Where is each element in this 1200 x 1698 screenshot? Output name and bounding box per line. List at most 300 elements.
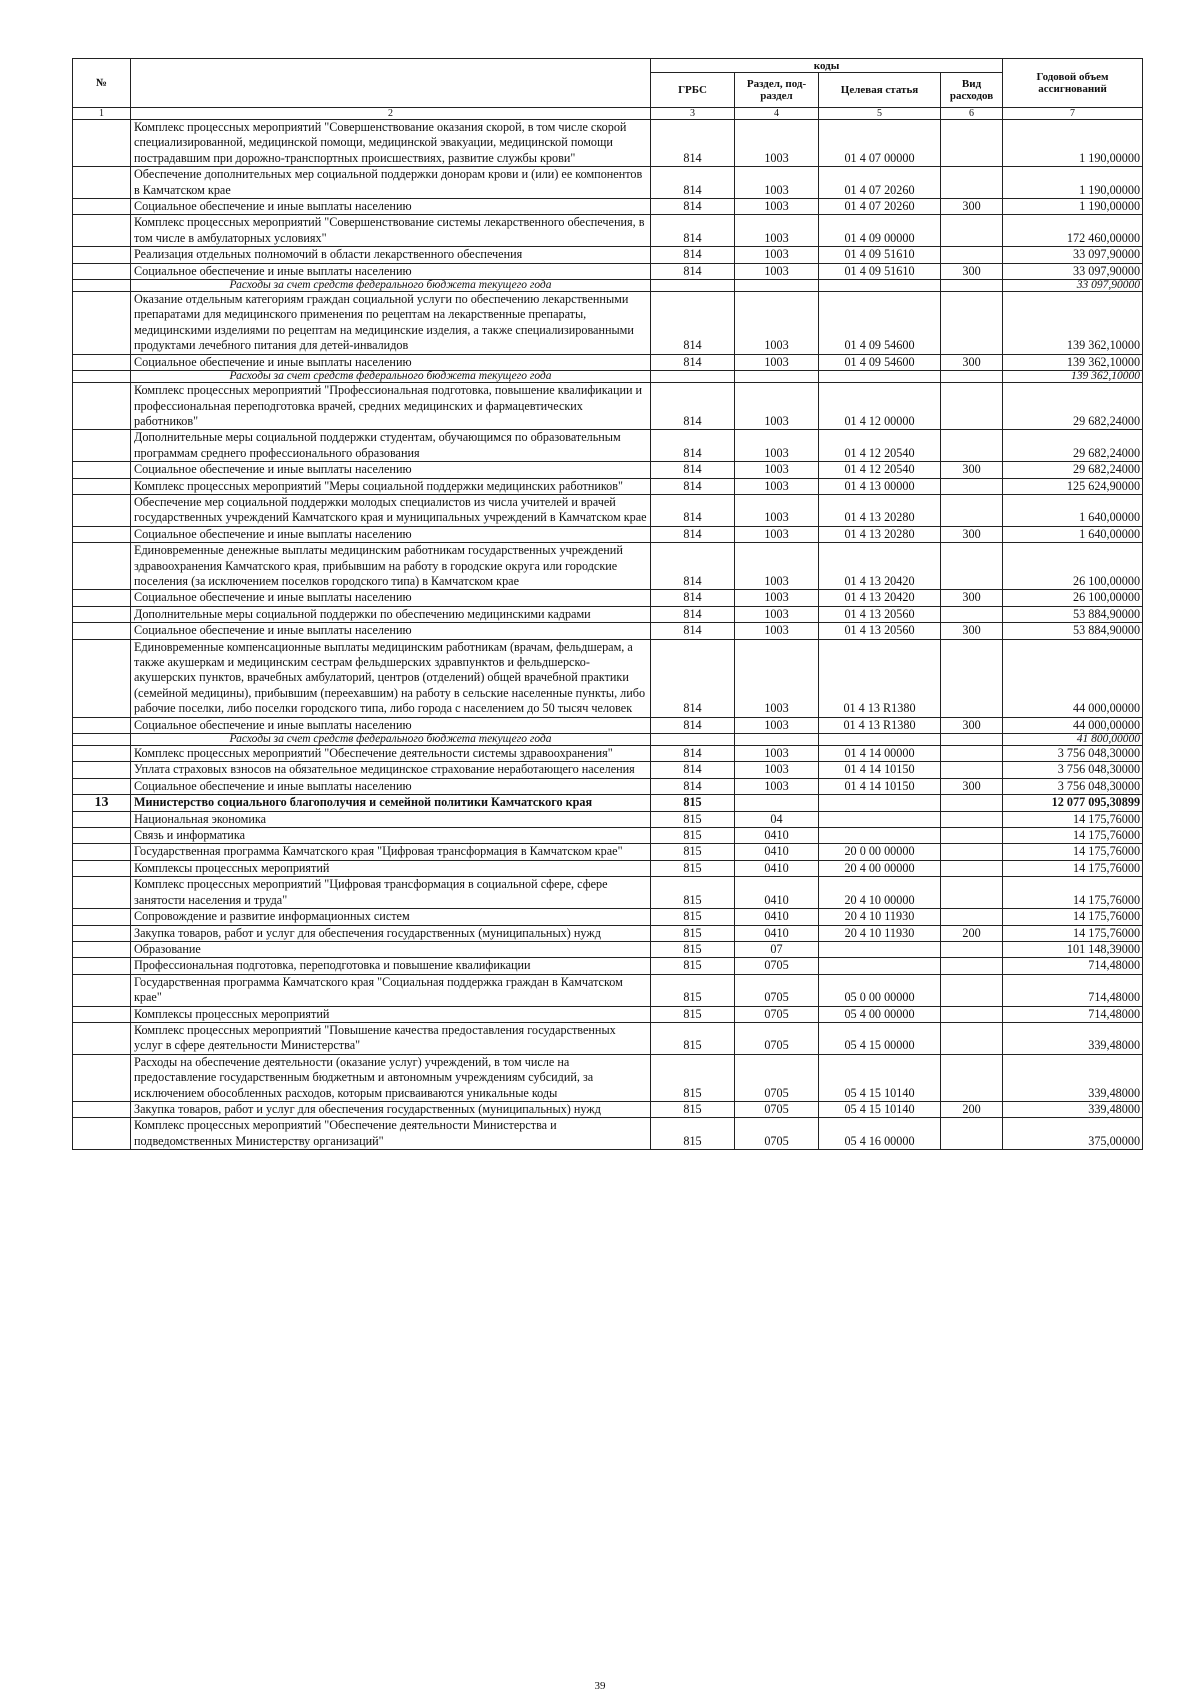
row-razdel: 1003 [735,247,819,263]
row-razdel: 1003 [735,606,819,622]
row-number [73,909,131,925]
col-number: 7 [1003,108,1143,120]
row-name: Комплексы процессных мероприятий [131,860,651,876]
row-name: Комплекс процессных мероприятий "Обеспечение деятельности Министерства и подведомственных Министерству организаций" [131,1118,651,1150]
row-number [73,762,131,778]
table-row [73,925,1143,941]
row-target-article: 01 4 14 10150 [819,762,941,778]
row-target-article: 01 4 09 00000 [819,215,941,247]
row-number [73,167,131,199]
row-expense-type [941,974,1003,1006]
row-target-article: 01 4 09 54600 [819,292,941,355]
row-target-article [819,958,941,974]
table-row [73,263,1143,279]
row-expense-type [941,371,1003,383]
row-expense-type: 200 [941,925,1003,941]
row-expense-type [941,543,1003,590]
row-expense-type [941,828,1003,844]
row-expense-type [941,877,1003,909]
table-row [73,844,1143,860]
table-row [73,526,1143,542]
row-grbs: 815 [651,811,735,827]
row-amount: 714,48000 [1003,974,1143,1006]
header-grbs: ГРБС [651,73,735,108]
row-target-article: 01 4 09 51610 [819,263,941,279]
row-grbs: 815 [651,795,735,811]
row-expense-type [941,120,1003,167]
table-row [73,828,1143,844]
row-target-article: 20 4 00 00000 [819,860,941,876]
row-amount: 1 190,00000 [1003,167,1143,199]
row-name: Реализация отдельных полномочий в области лекарственного обеспечения [131,247,651,263]
row-expense-type [941,478,1003,494]
table-row [73,795,1143,811]
row-amount: 41 800,00000 [1003,734,1143,746]
table-row [73,543,1143,590]
header-column-numbers [73,108,1143,120]
row-number [73,1022,131,1054]
row-expense-type [941,1022,1003,1054]
row-number [73,371,131,383]
row-amount: 53 884,90000 [1003,606,1143,622]
row-name: Единовременные денежные выплаты медицинским работникам государственных учреждений здравоохранения Камчатского края, прибывшим на работу в городские округа или городские поселения (за исключением поселков городского типа) в Камчатском крае [131,543,651,590]
row-expense-type [941,844,1003,860]
row-target-article: 20 0 00 00000 [819,844,941,860]
row-name: Оказание отдельным категориям граждан социальной услуги по обеспечению лекарственными препаратами для медицинского применения по рецептам на лекарственные препараты, медицинскими изделиями по рецептам на медицинские изделия, а также специализированными продуктами лечебного питания для детей-инвалидов [131,292,651,355]
row-razdel [735,371,819,383]
row-target-article: 01 4 13 20560 [819,606,941,622]
row-target-article [819,371,941,383]
header-codes: коды [651,59,1003,73]
row-number [73,1118,131,1150]
row-target-article: 01 4 13 20420 [819,543,941,590]
row-target-article [819,828,941,844]
row-name: Расходы на обеспечение деятельности (оказание услуг) учреждений, в том числе на предоставление государственным бюджетным и автономным учреждениям субсидий, за исключением обособленных расходов, которым присваиваются уникальные коды [131,1054,651,1101]
row-target-article: 01 4 12 20540 [819,462,941,478]
row-name: Комплекс процессных мероприятий "Цифровая трансформация в социальной сфере, сфере занятости населения и труда" [131,877,651,909]
row-grbs: 814 [651,717,735,733]
row-amount: 375,00000 [1003,1118,1143,1150]
row-name: Уплата страховых взносов на обязательное медицинское страхование неработающего населения [131,762,651,778]
row-razdel: 0705 [735,1118,819,1150]
row-name: Комплексы процессных мероприятий [131,1006,651,1022]
row-target-article: 01 4 13 20280 [819,526,941,542]
row-name: Закупка товаров, работ и услуг для обеспечения государственных (муниципальных) нужд [131,925,651,941]
row-amount: 3 756 048,30000 [1003,762,1143,778]
row-razdel: 1003 [735,778,819,794]
row-target-article: 01 4 14 10150 [819,778,941,794]
row-razdel: 0410 [735,909,819,925]
row-grbs: 814 [651,478,735,494]
row-grbs: 814 [651,120,735,167]
row-expense-type [941,909,1003,925]
row-razdel: 0410 [735,860,819,876]
row-expense-type [941,734,1003,746]
row-expense-type [941,639,1003,717]
row-razdel: 0410 [735,877,819,909]
row-expense-type [941,811,1003,827]
col-number: 2 [131,108,651,120]
table-row [73,383,1143,430]
row-expense-type [941,941,1003,957]
row-amount: 33 097,90000 [1003,263,1143,279]
row-amount: 33 097,90000 [1003,280,1143,292]
table-row [73,590,1143,606]
table-row [73,167,1143,199]
row-razdel: 1003 [735,292,819,355]
row-number [73,974,131,1006]
row-expense-type [941,1118,1003,1150]
row-number [73,383,131,430]
federal-budget-row [73,280,1143,292]
row-grbs [651,280,735,292]
row-razdel: 1003 [735,167,819,199]
table-header [73,59,1143,120]
row-grbs: 815 [651,941,735,957]
row-razdel: 0705 [735,1022,819,1054]
row-expense-type: 300 [941,623,1003,639]
header-vid: Вид расходов [941,73,1003,108]
row-name: Расходы за счет средств федерального бюджета текущего года [131,734,651,746]
row-grbs: 815 [651,877,735,909]
row-number [73,1054,131,1101]
row-razdel: 1003 [735,746,819,762]
row-amount: 1 190,00000 [1003,120,1143,167]
row-grbs: 814 [651,215,735,247]
row-number [73,639,131,717]
row-grbs: 814 [651,590,735,606]
row-amount: 139 362,10000 [1003,292,1143,355]
row-name: Министерство социального благополучия и семейной политики Камчатского края [131,795,651,811]
row-grbs: 815 [651,1022,735,1054]
table-body [73,120,1143,1150]
header-godovoy: Годовой объем ассигнований [1003,59,1143,108]
row-name: Комплекс процессных мероприятий "Совершенствование оказания скорой, в том числе скорой специализированной, медицинской помощи, медицинской эвакуации, медицинской помощи пострадавшим при дорожно-транспортных происшествиях, развитие службы крови" [131,120,651,167]
row-grbs: 814 [651,263,735,279]
row-grbs: 814 [651,383,735,430]
row-amount: 3 756 048,30000 [1003,778,1143,794]
row-razdel: 0410 [735,925,819,941]
table-row [73,639,1143,717]
row-amount: 3 756 048,30000 [1003,746,1143,762]
row-name: Комплекс процессных мероприятий "Совершенствование системы лекарственного обеспечения, в том числе в амбулаторных условиях" [131,215,651,247]
row-name: Социальное обеспечение и иные выплаты населению [131,462,651,478]
row-name: Обеспечение дополнительных мер социальной поддержки донорам крови и (или) ее компонентов в Камчатском крае [131,167,651,199]
row-number [73,247,131,263]
row-amount: 14 175,76000 [1003,844,1143,860]
row-razdel [735,795,819,811]
row-amount: 139 362,10000 [1003,371,1143,383]
row-target-article: 01 4 13 20420 [819,590,941,606]
row-name: Обеспечение мер социальной поддержки молодых специалистов из числа учителей и врачей государственных учреждений Камчатского края и муниципальных учреждений в Камчатском крае [131,494,651,526]
row-amount: 339,48000 [1003,1054,1143,1101]
row-target-article: 01 4 12 00000 [819,383,941,430]
row-amount: 44 000,00000 [1003,639,1143,717]
table-row [73,247,1143,263]
row-grbs: 815 [651,1054,735,1101]
row-grbs: 814 [651,199,735,215]
row-target-article: 01 4 14 00000 [819,746,941,762]
row-target-article [819,734,941,746]
table-row [73,1118,1143,1150]
row-name: Профессиональная подготовка, переподготовка и повышение квалификации [131,958,651,974]
row-expense-type [941,1054,1003,1101]
row-number: 13 [73,795,131,811]
header-celevaya: Целевая статья [819,73,941,108]
row-amount: 14 175,76000 [1003,877,1143,909]
row-number [73,746,131,762]
row-number [73,215,131,247]
row-amount: 29 682,24000 [1003,430,1143,462]
row-target-article [819,941,941,957]
row-razdel: 1003 [735,383,819,430]
row-amount: 14 175,76000 [1003,860,1143,876]
row-grbs: 814 [651,526,735,542]
row-target-article: 01 4 07 20260 [819,199,941,215]
header-razdel: Раздел, под-раздел [735,73,819,108]
row-number [73,877,131,909]
row-amount: 26 100,00000 [1003,590,1143,606]
col-number: 5 [819,108,941,120]
row-expense-type [941,746,1003,762]
row-expense-type [941,1006,1003,1022]
row-razdel [735,734,819,746]
row-grbs: 815 [651,925,735,941]
row-expense-type: 300 [941,199,1003,215]
table-row [73,462,1143,478]
row-amount: 12 077 095,30899 [1003,795,1143,811]
row-razdel: 1003 [735,215,819,247]
table-row [73,958,1143,974]
row-grbs: 814 [651,778,735,794]
row-amount: 714,48000 [1003,958,1143,974]
row-name: Связь и информатика [131,828,651,844]
row-expense-type [941,860,1003,876]
row-target-article: 20 4 10 11930 [819,925,941,941]
row-expense-type [941,958,1003,974]
row-razdel: 1003 [735,478,819,494]
row-target-article: 01 4 13 20560 [819,623,941,639]
row-expense-type: 300 [941,354,1003,370]
row-number [73,925,131,941]
row-razdel: 1003 [735,354,819,370]
row-name: Комплекс процессных мероприятий "Меры социальной поддержки медицинских работников" [131,478,651,494]
row-grbs: 814 [651,639,735,717]
row-number [73,941,131,957]
row-grbs: 815 [651,1118,735,1150]
row-expense-type [941,795,1003,811]
header-num: № [73,59,131,108]
table-row [73,292,1143,355]
federal-budget-row [73,371,1143,383]
row-razdel: 1003 [735,526,819,542]
page-number: 39 [594,1680,606,1692]
row-grbs: 814 [651,354,735,370]
row-grbs: 815 [651,844,735,860]
row-expense-type [941,167,1003,199]
row-number [73,462,131,478]
row-name: Расходы за счет средств федерального бюджета текущего года [131,280,651,292]
row-grbs: 814 [651,623,735,639]
row-amount: 125 624,90000 [1003,478,1143,494]
row-number [73,120,131,167]
row-expense-type: 300 [941,590,1003,606]
row-grbs: 814 [651,746,735,762]
row-name: Единовременные компенсационные выплаты медицинским работникам (врачам, фельдшерам, а также акушеркам и медицинским сестрам фельдшерских здравпунктов и фельдшерско-акушерских пунктов, врачебных амбулаторий, центров (отделений) общей врачебной практики (семейной медицины), прибывшим (переехавшим) на работу в сельские населенные пункты, либо рабочие поселки, либо поселки городского типа, либо города с населением до 50 тысяч человек [131,639,651,717]
row-razdel: 0410 [735,844,819,860]
row-expense-type: 300 [941,526,1003,542]
row-name: Социальное обеспечение и иные выплаты населению [131,526,651,542]
row-amount: 14 175,76000 [1003,925,1143,941]
row-expense-type [941,383,1003,430]
row-grbs: 814 [651,167,735,199]
row-expense-type [941,247,1003,263]
table-row [73,120,1143,167]
row-expense-type: 200 [941,1101,1003,1117]
table-row [73,877,1143,909]
row-razdel: 0705 [735,1006,819,1022]
table-row [73,941,1143,957]
row-number [73,717,131,733]
row-grbs: 815 [651,909,735,925]
row-name: Комплекс процессных мероприятий "Профессиональная подготовка, повышение квалификации и профессиональная переподготовка врачей, средних медицинских и фармацевтических работников" [131,383,651,430]
row-razdel: 1003 [735,717,819,733]
table-row [73,762,1143,778]
row-number [73,606,131,622]
row-grbs: 815 [651,974,735,1006]
row-target-article: 05 4 00 00000 [819,1006,941,1022]
row-amount: 14 175,76000 [1003,828,1143,844]
row-name: Дополнительные меры социальной поддержки студентам, обучающимся по образовательным программам среднего профессионального образования [131,430,651,462]
federal-budget-row [73,734,1143,746]
row-razdel: 1003 [735,199,819,215]
row-expense-type [941,606,1003,622]
table-row [73,430,1143,462]
row-name: Сопровождение и развитие информационных систем [131,909,651,925]
row-expense-type: 300 [941,263,1003,279]
row-razdel: 1003 [735,263,819,279]
row-target-article: 01 4 13 20280 [819,494,941,526]
row-target-article: 01 4 13 00000 [819,478,941,494]
row-amount: 1 640,00000 [1003,494,1143,526]
row-target-article [819,280,941,292]
row-grbs: 815 [651,1101,735,1117]
row-amount: 339,48000 [1003,1022,1143,1054]
row-name: Государственная программа Камчатского края "Социальная поддержка граждан в Камчатском крае" [131,974,651,1006]
row-amount: 139 362,10000 [1003,354,1143,370]
table-row [73,717,1143,733]
row-name: Расходы за счет средств федерального бюджета текущего года [131,371,651,383]
row-number [73,734,131,746]
row-target-article: 01 4 13 R1380 [819,717,941,733]
row-number [73,292,131,355]
row-number [73,828,131,844]
row-number [73,1006,131,1022]
row-grbs: 814 [651,430,735,462]
row-number [73,494,131,526]
row-expense-type [941,292,1003,355]
row-amount: 44 000,00000 [1003,717,1143,733]
row-amount: 1 190,00000 [1003,199,1143,215]
row-razdel: 0705 [735,1054,819,1101]
row-name: Комплекс процессных мероприятий "Обеспечение деятельности системы здравоохранения" [131,746,651,762]
row-target-article: 01 4 13 R1380 [819,639,941,717]
table-row [73,1054,1143,1101]
table-row [73,974,1143,1006]
row-grbs: 814 [651,247,735,263]
row-name: Государственная программа Камчатского края "Цифровая трансформация в Камчатском крае" [131,844,651,860]
row-target-article: 01 4 09 51610 [819,247,941,263]
row-expense-type: 300 [941,778,1003,794]
table-row [73,494,1143,526]
col-number: 4 [735,108,819,120]
row-expense-type [941,215,1003,247]
row-amount: 1 640,00000 [1003,526,1143,542]
col-number: 1 [73,108,131,120]
row-razdel: 1003 [735,462,819,478]
row-number [73,958,131,974]
row-grbs: 815 [651,828,735,844]
table-row [73,199,1143,215]
table-row [73,1022,1143,1054]
table-row [73,778,1143,794]
row-number [73,543,131,590]
row-number [73,811,131,827]
table-row [73,1101,1143,1117]
row-expense-type [941,280,1003,292]
row-number [73,1101,131,1117]
table-row [73,478,1143,494]
row-number [73,430,131,462]
row-amount: 26 100,00000 [1003,543,1143,590]
row-number [73,590,131,606]
row-amount: 101 148,39000 [1003,941,1143,957]
row-grbs [651,371,735,383]
row-razdel: 1003 [735,494,819,526]
row-grbs: 814 [651,543,735,590]
row-razdel: 1003 [735,639,819,717]
row-razdel: 0705 [735,1101,819,1117]
row-razdel: 0410 [735,828,819,844]
row-number [73,354,131,370]
row-razdel: 0705 [735,958,819,974]
row-target-article: 20 4 10 11930 [819,909,941,925]
row-grbs: 815 [651,958,735,974]
col-number: 6 [941,108,1003,120]
row-razdel: 04 [735,811,819,827]
table-row [73,811,1143,827]
row-target-article: 01 4 07 00000 [819,120,941,167]
row-grbs: 815 [651,860,735,876]
row-grbs [651,734,735,746]
row-target-article: 01 4 12 20540 [819,430,941,462]
row-expense-type: 300 [941,717,1003,733]
row-name: Социальное обеспечение и иные выплаты населению [131,590,651,606]
table-row [73,215,1143,247]
row-target-article [819,811,941,827]
row-target-article: 05 4 15 10140 [819,1101,941,1117]
row-expense-type: 300 [941,462,1003,478]
col-number: 3 [651,108,735,120]
table-row [73,606,1143,622]
table-row [73,1006,1143,1022]
row-razdel: 0705 [735,974,819,1006]
row-name: Социальное обеспечение и иные выплаты населению [131,717,651,733]
row-razdel: 1003 [735,762,819,778]
table-row [73,623,1143,639]
row-grbs: 814 [651,606,735,622]
row-number [73,280,131,292]
